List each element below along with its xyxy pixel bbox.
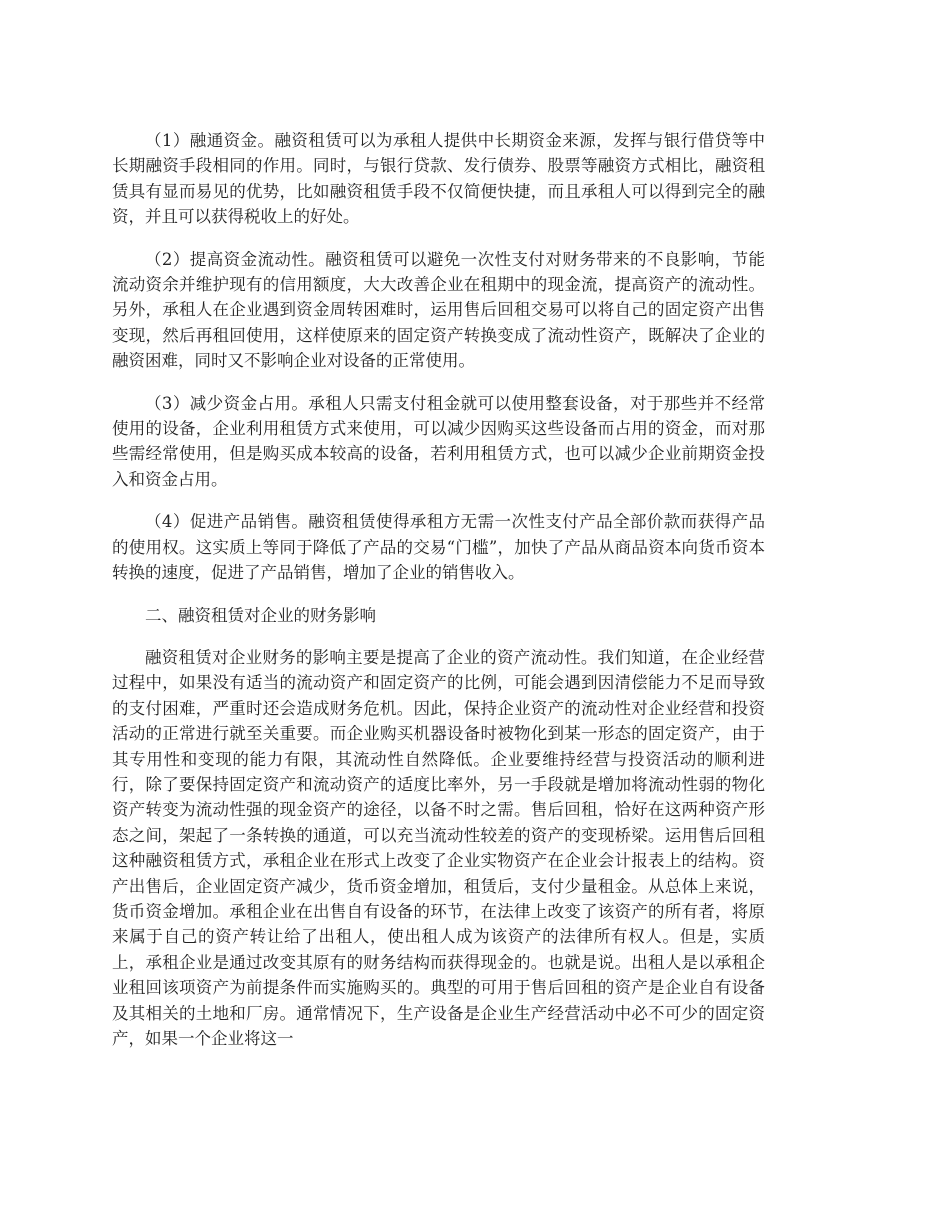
section-heading: 二、融资租赁对企业的财务影响	[145, 605, 376, 625]
paragraph-liquidity: （2）提高资金流动性。融资租赁可以避免一次性支付对财务带来的不良影响，节能流动资余并维护现有的信用额度，大大改善企业在租期中的现金流，提高资产的流动性。另外，承租人在企业遇到资金周转困难时，运用售后回租交易可以将自己的固定资产出售变现，然后再租回使用，这样使原来的固定资产转换变成了流动性资产，既解决了企业的融资困难，同时又不影响企业对设备的正常使用。	[112, 249, 765, 371]
paragraph-financial-impact: 融资租赁对企业财务的影响主要是提高了企业的资产流动性。我们知道，在企业经营过程中，如果没有适当的流动资产和固定资产的比例，可能会遇到因清偿能力不足而导致的支付困难，严重时还会造成财务危机。因此，保持企业资产的流动性对企业经营和投资活动的正常进行就至关重要。而企业购买机器设备时被物化到某一形态的固定资产，由于其专用性和变现的能力有限，其流动性自然降低。企业要维持经营与投资活动的顺利进行，除了要保持固定资产和流动资产的适度比率外，另一手段就是增加将流动性弱的物化资产转变为流动性强的现金资产的途径，以备不时之需。售后回租，恰好在这两种资产形态之间，架起了一条转换的通道，可以充当流动性较差的资产的变现桥梁。运用售后回租这种融资租赁方式，承租企业在形式上改变了企业实物资产在企业会计报表上的结构。资产出售后，企业固定资产减少，货币资金增加，租赁后，支付少量租金。从总体上来说，货币资金增加。承租企业在出售自有设备的环节，在法律上改变了该资产的所有者，将原来属于自己的资产转让给了出租人，使出租人成为该资产的法律所有权人。但是，实质上，承租企业是通过改变其原有的财务结构而获得现金的。也就是说。出租人是以承租企业租回该项资产为前提条件而实施购买的。典型的可用于售后回租的资产是企业自有设备及其相关的土地和厂房。通常情况下，生产设备是企业生产经营活动中必不可少的固定资产，如果一个企业将这一	[112, 647, 765, 1048]
document-page	[112, 128, 765, 1051]
paragraph-sales-promotion: （4）促进产品销售。融资租赁使得承租方无需一次性支付产品全部价款而获得产品的使用权。这实质上等同于降低了产品的交易“门槛”，加快了产品从商品资本向货币资本转换的速度，促进了产品销售，增加了企业的销售收入。	[112, 512, 765, 583]
paragraph-financing: （1）融通资金。融资租赁可以为承租人提供中长期资金来源，发挥与银行借贷等中长期融资手段相同的作用。同时，与银行贷款、发行债券、股票等融资方式相比，融资租赁具有显而易见的优势，比如融资租赁手段不仅简便快捷，而且承租人可以得到完全的融资，并且可以获得税收上的好处。	[112, 131, 765, 227]
paragraph-capital-occupation: （3）减少资金占用。承租人只需支付租金就可以使用整套设备，对于那些并不经常使用的设备，企业利用租赁方式来使用，可以减少因购买这些设备而占用的资金，而对那些需经常使用，但是购买成本较高的设备，若利用租赁方式，也可以减少企业前期资金投入和资金占用。	[112, 393, 765, 489]
